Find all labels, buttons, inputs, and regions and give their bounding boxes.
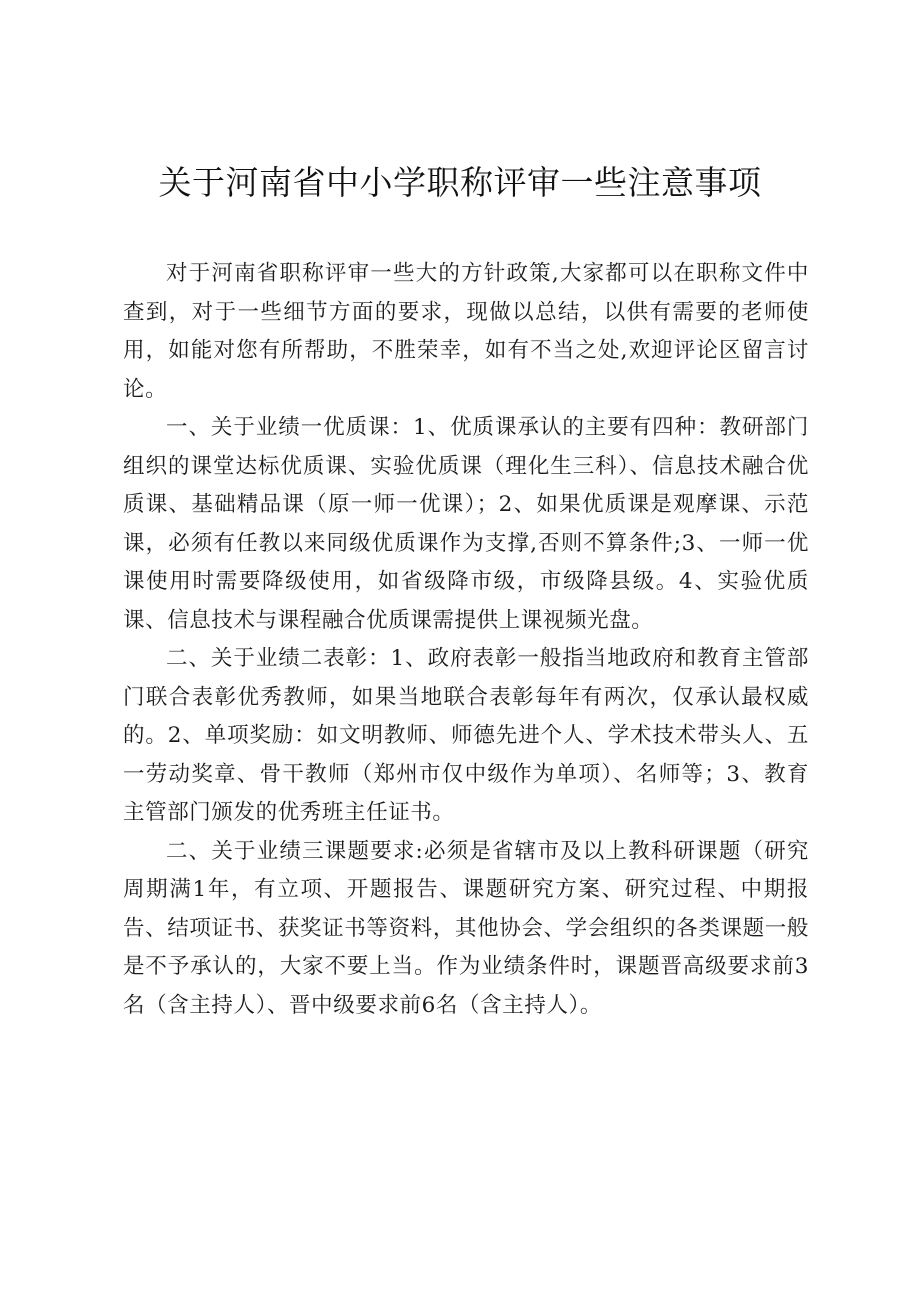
document-body xyxy=(123,255,809,1025)
paragraph-research-projects: 二、关于业绩三课题要求:必须是省辖市及以上教科研课题（研究周期满1年，有立项、开题报告、课题研究方案、研究过程、中期报告、结项证书、获奖证书等资料，其他协会、学会组织的各类课题一般是不予承认的，大家不要上当。作为业绩条件时，课题晋高级要求前3名（含主持人）、晋中级要求前6名（含主持人）。 xyxy=(123,838,809,1018)
paragraph-commendations: 二、关于业绩二表彰：1、政府表彰一般指当地政府和教育主管部门联合表彰优秀教师，如果当地联合表彰每年有两次，仅承认最权威的。2、单项奖励：如文明教师、师德先进个人、学术技术带头人、五一劳动奖章、骨干教师（郑州市仅中级作为单项）、名师等；3、教育主管部门颁发的优秀班主任证书。 xyxy=(123,646,809,825)
paragraph-intro: 对于河南省职称评审一些大的方针政策,大家都可以在职称文件中查到，对于一些细节方面的要求，现做以总结，以供有需要的老师使用，如能对您有所帮助，不胜荣幸，如有不当之处,欢迎评论区留言讨论。 xyxy=(123,261,809,402)
document-title: 关于河南省中小学职称评审一些注意事项 xyxy=(158,163,762,202)
paragraph-quality-lessons: 一、关于业绩一优质课：1、优质课承认的主要有四种：教研部门组织的课堂达标优质课、实验优质课（理化生三科）、信息技术融合优质课、基础精品课（原一师一优课）；2、如果优质课是观摩课、示范课，必须有任教以来同级优质课作为支撑,否则不算条件;3、一师一优课使用时需要降级使用，如省级降市级，市级降县级。4、实验优质课、信息技术与课程融合优质课需提供上课视频光盘。 xyxy=(123,415,809,633)
